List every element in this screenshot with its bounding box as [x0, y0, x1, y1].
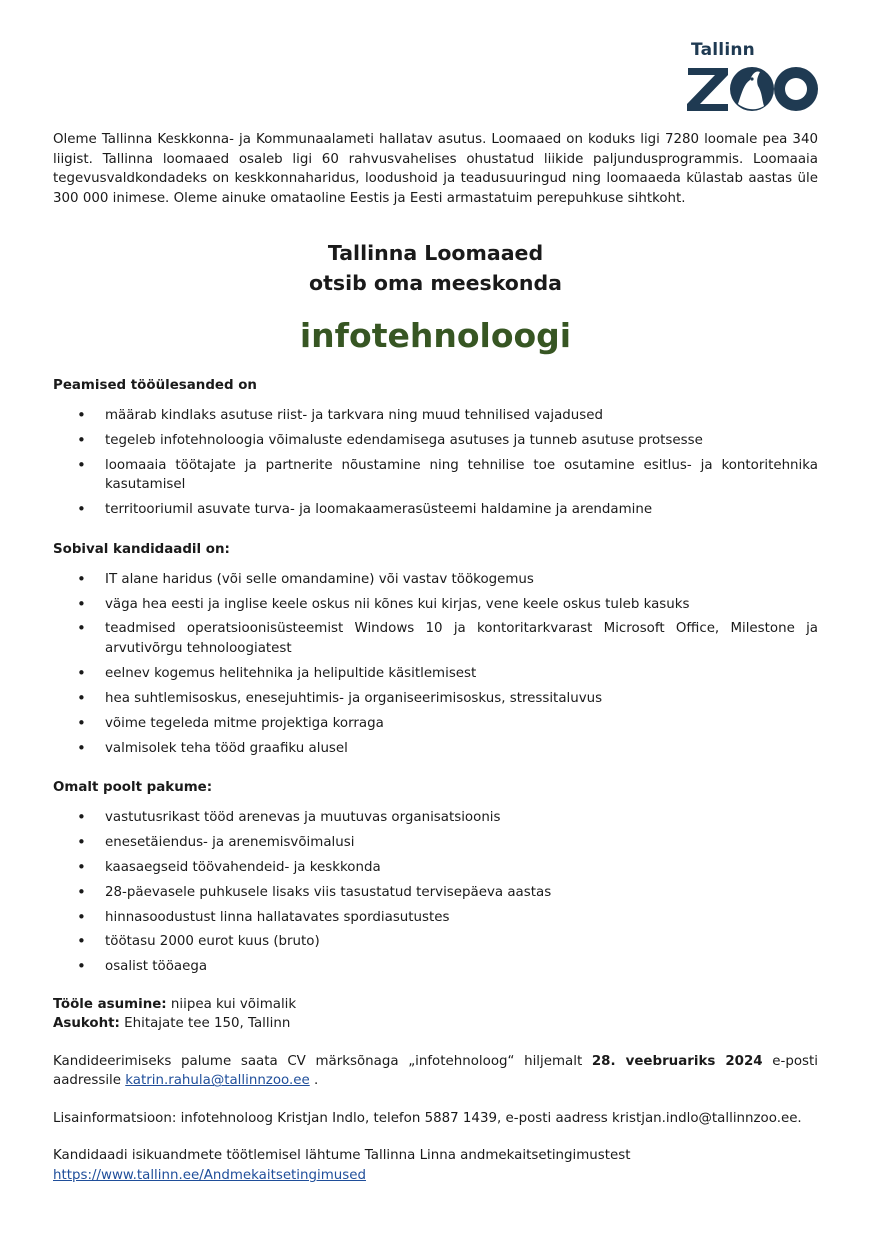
- list-item: • valmisolek teha tööd graafiku alusel: [53, 739, 818, 759]
- posting-heading: [53, 238, 818, 298]
- section-heading: Peamised tööülesanded on: [53, 378, 257, 393]
- apply-text-after: e-posti aadressile: [53, 1053, 818, 1089]
- list-item: • osalist tööaega: [53, 957, 818, 977]
- list-item: • töötasu 2000 eurot kuus (bruto): [53, 932, 818, 952]
- start-value: niipea kui võimalik: [166, 996, 297, 1012]
- heading-line-1: Tallinna Loomaaed: [327, 241, 544, 265]
- privacy-text: Kandidaadi isikuandmete töötlemisel lähtume Tallinna Linna andmekaitsetingimustest: [53, 1148, 631, 1164]
- logo-top-text: Tallinn: [691, 40, 755, 60]
- heading-line-2: otsib oma meeskonda: [309, 271, 562, 295]
- list-item: • IT alane haridus (või selle omandamine) või vastav töökogemus: [53, 570, 818, 590]
- info-paragraph: Lisainformatsioon: infotehnoloog Kristjan Indlo, telefon 5887 1439, e-posti aadress kristjan.indlo@tallinnzoo.ee.: [53, 1110, 802, 1126]
- list-item: • hinnasoodustust linna hallatavates spordiasutustes: [53, 908, 818, 928]
- section-heading: Omalt poolt pakume:: [53, 780, 213, 796]
- list-item: • tegeleb infotehnoloogia võimaluste edendamisega asutuses ja tunneb asutuse protsesse: [53, 431, 818, 451]
- list-item: • loomaaia töötajate ja partnerite nõustamine ning tehnilise toe osutamine esitlus- ja kontoritehnika kasutamisel: [53, 456, 818, 495]
- bullet-list: [53, 808, 818, 977]
- list-item: • eelnev kogemus helitehnika ja helipultide käsitlemisest: [53, 664, 818, 684]
- list-item: • määrab kindlaks asutuse riist- ja tarkvara ning muud tehnilised vajadused: [53, 406, 818, 426]
- intro-paragraph: Oleme Tallinna Keskkonna- ja Kommunaalameti hallatav asutus. Loomaaed on koduks ligi 7280 loomale pea 340 liigist. Tallinna loomaaed osaleb ligi 60 rahvusvahelises ohustatud liikide paljundusprogrammis. Loomaaia tegevusvaldkondadeks on keskkonnaharidus, loodushoid ja teadusuuringud ning loomaaeda külastab aastas üle 300 000 inimese. Oleme ainuke omataoline Eestis ja Eesti armastatuim perepuhkuse sihtkoht.: [53, 132, 818, 206]
- apply-text-before: Kandideerimiseks palume saata CV märksõnaga „infotehnoloog“ hiljemalt: [53, 1053, 592, 1069]
- start-label: Tööle asumine:: [53, 996, 167, 1012]
- section-heading: Sobival kandidaadil on:: [53, 541, 230, 557]
- apply-paragraph: [53, 1052, 818, 1091]
- list-item: • 28-päevasele puhkusele lisaks viis tasustatud tervisepäeva aastas: [53, 883, 818, 903]
- bullet-list: [53, 570, 818, 758]
- details: [53, 995, 818, 1034]
- zoo-logo-mark: [686, 62, 820, 112]
- position-title: infotehnoloogi: [299, 316, 572, 355]
- list-item: • hea suhtlemisoskus, enesejuhtimis- ja organiseerimisoskus, stressitaluvus: [53, 689, 818, 709]
- tallinn-zoo-logo: [686, 40, 820, 112]
- list-item: • väga hea eesti ja inglise keele oskus nii kõnes kui kirjas, vene keele oskus tuleb kasuks: [53, 595, 818, 615]
- list-item: • territooriumil asuvate turva- ja loomakaamerasüsteemi haldamine ja arendamine: [53, 500, 818, 520]
- privacy-link[interactable]: https://www.tallinn.ee/Andmekaitsetingimused: [53, 1167, 366, 1183]
- job-posting: [53, 130, 818, 1185]
- apply-deadline: 28. veebruariks 2024: [591, 1053, 763, 1069]
- apply-end: .: [309, 1073, 319, 1089]
- list-item: • teadmised operatsioonisüsteemist Windows 10 ja kontoritarkvarast Microsoft Office, Milestone ja arvutivõrgu tehnoloogiatest: [53, 619, 818, 658]
- list-item: • võime tegeleda mitme projektiga korraga: [53, 714, 818, 734]
- location-row: [53, 1014, 818, 1034]
- apply-email-link[interactable]: katrin.rahula@tallinnzoo.ee: [125, 1073, 310, 1089]
- privacy-paragraph: [53, 1146, 818, 1185]
- list-item: • enesetäiendus- ja arenemisvõimalusi: [53, 833, 818, 853]
- sections: [53, 378, 818, 977]
- list-item: • vastutusrikast tööd arenevas ja muutuvas organisatsioonis: [53, 808, 818, 828]
- list-item: • kaasaegseid töövahendeid- ja keskkonda: [53, 858, 818, 878]
- bullet-list: [53, 406, 818, 520]
- location-label: Asukoht:: [53, 1016, 120, 1032]
- start-row: [53, 995, 818, 1015]
- location-value: Ehitajate tee 150, Tallinn: [119, 1016, 291, 1032]
